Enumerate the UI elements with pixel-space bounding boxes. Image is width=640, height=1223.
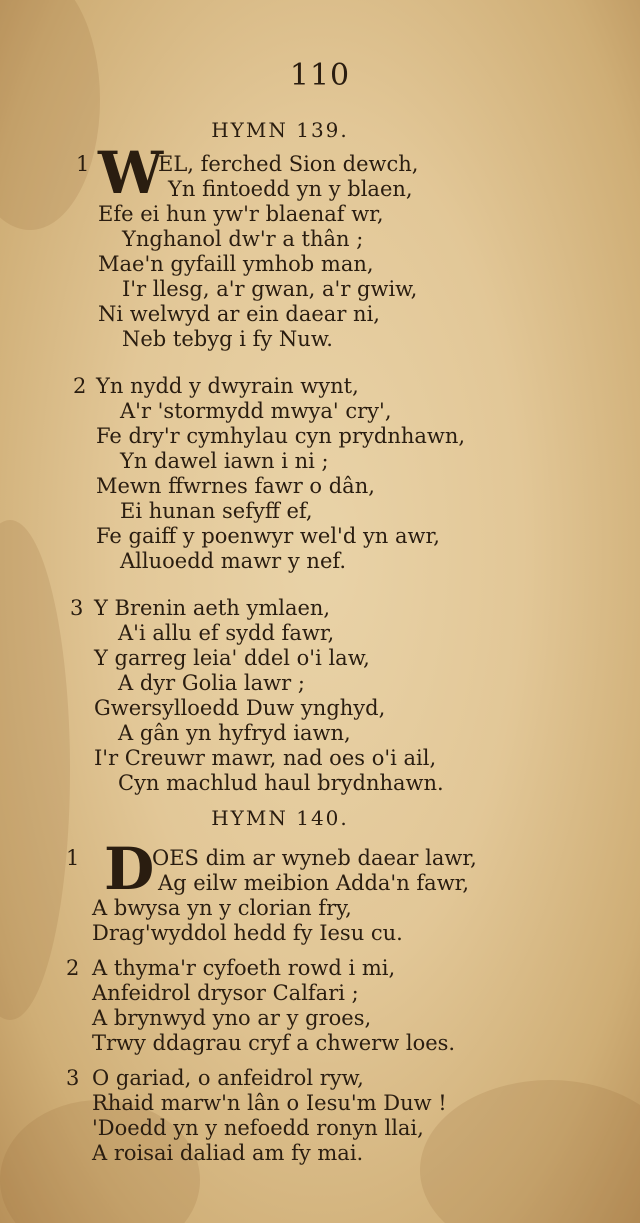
verse-line: Ni welwyd ar ein daear ni,	[98, 302, 380, 326]
verse-line: I'r Creuwr mawr, nad oes o'i ail,	[94, 746, 437, 770]
verse-line: Yn fintoedd yn y blaen,	[168, 177, 413, 201]
verse-line: Mewn ffwrnes fawr o dân,	[96, 474, 375, 498]
verse-line: A dyr Golia lawr ;	[118, 671, 305, 695]
verse-line: Mae'n gyfaill ymhob man,	[98, 252, 374, 276]
verse-line: Fe dry'r cymhylau cyn prydnhawn,	[96, 424, 466, 448]
verse-line: Ag eilw meibion Adda'n fawr,	[158, 871, 470, 895]
paper-stain	[420, 1080, 640, 1223]
verse-line: Fe gaiff y poenwyr wel'd yn awr,	[96, 524, 440, 548]
verse-line: Yn dawel iawn i ni ;	[120, 449, 329, 473]
verse-line: O gariad, o anfeidrol ryw,	[92, 1066, 364, 1090]
verse-line: I'r llesg, a'r gwan, a'r gwiw,	[122, 277, 418, 301]
verse-line: A roisai daliad am fy mai.	[92, 1141, 364, 1165]
verse-line: Yn nydd y dwyrain wynt,	[96, 374, 359, 398]
verse-line: 'Doedd yn y nefoedd ronyn llai,	[92, 1116, 424, 1140]
verse-number: 3	[70, 596, 84, 620]
page-number: 110	[289, 58, 351, 93]
verse-line: EL, ferched Sion dewch,	[158, 152, 419, 176]
verse-line: Neb tebyg i fy Nuw.	[122, 327, 333, 351]
hymn-title: HYMN 139.	[211, 118, 349, 142]
paper-stain	[0, 0, 100, 230]
verse-line: A thyma'r cyfoeth rowd i mi,	[92, 956, 396, 980]
verse-number: 1	[76, 152, 90, 176]
verse-number: 2	[66, 956, 80, 980]
verse-line: A'i allu ef sydd fawr,	[118, 621, 335, 645]
verse-line: A brynwyd yno ar y groes,	[92, 1006, 372, 1030]
verse-line: OES dim ar wyneb daear lawr,	[152, 846, 477, 870]
verse-line: Alluoedd mawr y nef.	[120, 549, 347, 573]
verse-line: Ei hunan sefyff ef,	[120, 499, 313, 523]
verse-line: Y garreg leia' ddel o'i law,	[94, 646, 370, 670]
hymn-title: HYMN 140.	[211, 806, 349, 830]
verse-line: A bwysa yn y clorian fry,	[92, 896, 352, 920]
verse-line: Gwersylloedd Duw ynghyd,	[94, 696, 386, 720]
verse-line: Drag'wyddol hedd fy Iesu cu.	[92, 921, 403, 945]
verse-number: 2	[73, 374, 87, 398]
verse-line: Efe ei hun yw'r blaenaf wr,	[98, 202, 384, 226]
verse-line: Ynghanol dw'r a thân ;	[122, 227, 364, 251]
drop-cap: W	[98, 139, 164, 207]
drop-cap: D	[104, 835, 155, 903]
verse-line: Trwy ddagrau cryf a chwerw loes.	[92, 1031, 456, 1055]
verse-number: 3	[66, 1066, 80, 1090]
verse-line: Rhaid marw'n lân o Iesu'm Duw !	[92, 1091, 447, 1115]
verse-line: Anfeidrol drysor Calfari ;	[92, 981, 359, 1005]
verse-number: 1	[66, 846, 80, 870]
verse-line: Y Brenin aeth ymlaen,	[94, 596, 331, 620]
verse-line: A gân yn hyfryd iawn,	[118, 721, 351, 745]
verse-line: A'r 'stormydd mwya' cry',	[120, 399, 392, 423]
paper-stain	[0, 520, 70, 1020]
verse-line: Cyn machlud haul brydnhawn.	[118, 771, 444, 795]
